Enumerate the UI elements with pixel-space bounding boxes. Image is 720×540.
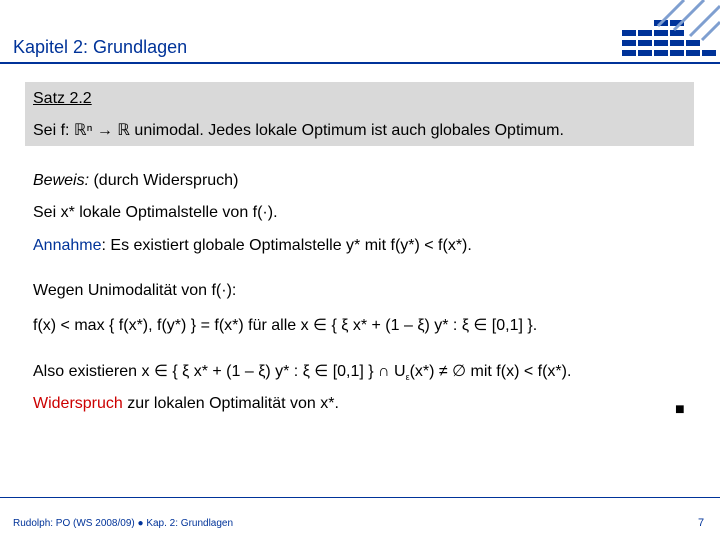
proof-assumption	[33, 237, 472, 255]
epsilon-subscript: ε	[405, 372, 410, 383]
proof-label: Beweis:	[33, 172, 90, 189]
contradiction-text: zur lokalen Optimalität von x*.	[122, 395, 339, 412]
proof-line-3: Wegen Unimodalität von f(·):	[33, 282, 237, 299]
proof-line-4: f(x) < max { f(x*), f(y*) } = f(x*) für alle x ∈ { ξ x* + (1 – ξ) y* : ξ ∈ [0,1] }.	[33, 317, 538, 334]
slide-title: Kapitel 2: Grundlagen	[13, 37, 188, 57]
proof-method: (durch Widerspruch)	[89, 172, 239, 189]
page-number: 7	[698, 517, 705, 529]
proof-line-1: Sei x* lokale Optimalstelle von f(·).	[33, 204, 278, 221]
proof-contradiction	[33, 395, 339, 413]
proof-line-5-b: (x*) ≠ ∅ mit f(x) < f(x*).	[409, 363, 572, 380]
proof-line-5	[33, 361, 571, 382]
university-logo	[618, 0, 720, 62]
proof-heading	[33, 172, 238, 190]
assumption-text: : Es existiert globale Optimalstelle y* mit f(y*) < f(x*).	[101, 237, 472, 254]
theorem-title: Satz 2.2	[33, 90, 92, 107]
footer-divider	[0, 497, 720, 498]
proof-line-5-a: Also existieren x ∈ { ξ x* + (1 – ξ) y* : ξ ∈ [0,1] } ∩ U	[33, 363, 406, 380]
contradiction-label: Widerspruch	[33, 395, 123, 412]
theorem-statement: Sei f: ℝⁿ → ℝ unimodal. Jedes lokale Optimum ist auch globales Optimum.	[33, 122, 564, 139]
footer-text: Rudolph: PO (WS 2008/09) ● Kap. 2: Grundlagen	[13, 518, 234, 529]
header-divider	[0, 62, 720, 64]
assumption-label: Annahme	[33, 237, 102, 254]
qed-symbol: ■	[675, 401, 685, 418]
